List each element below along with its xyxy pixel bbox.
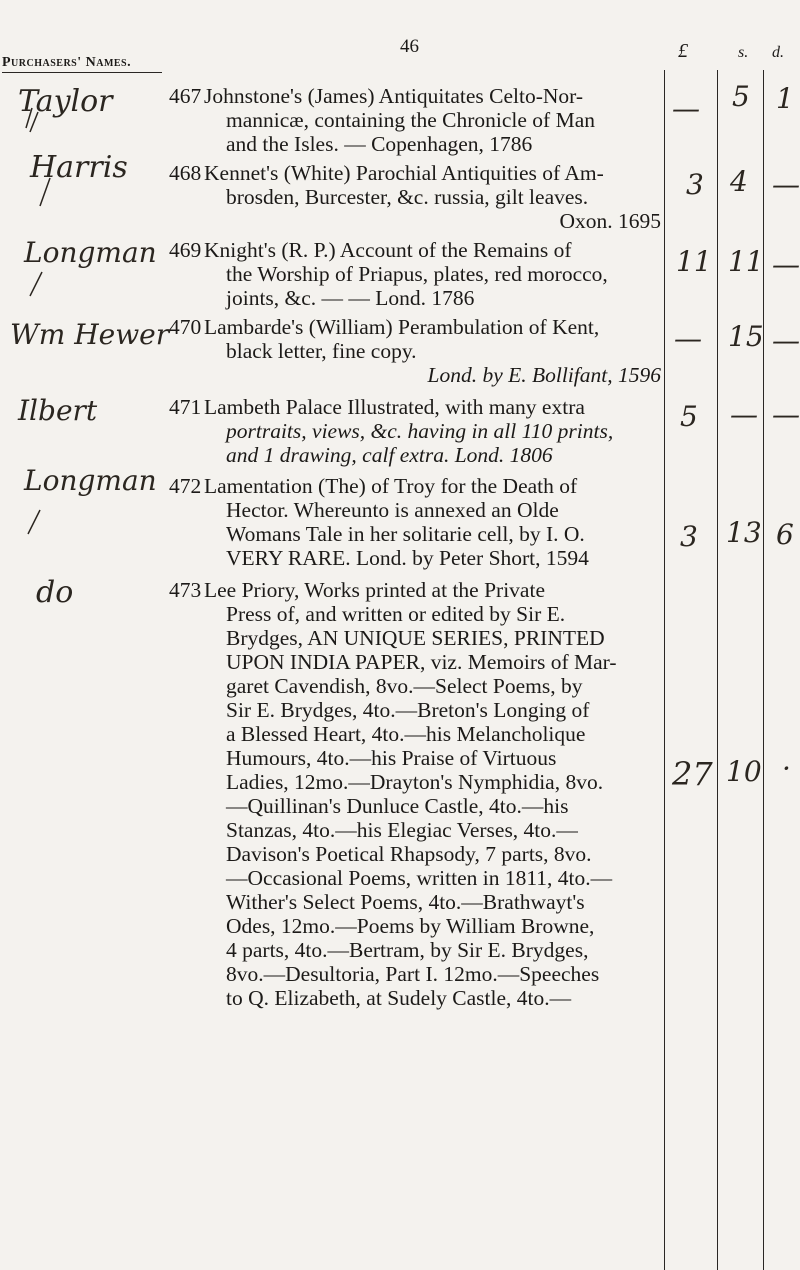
price-shillings: 10	[726, 755, 762, 788]
entry-line: Stanzas, 4to.—his Elegiac Verses, 4to.—	[226, 818, 578, 842]
entry-line: —Quillinan's Dunluce Castle, 4to.—his	[226, 794, 569, 818]
entry-line: Brydges, AN UNIQUE SERIES, PRINTED	[226, 626, 605, 650]
price-shillings: 15	[728, 320, 764, 353]
entry-line: Lee Priory, Works printed at the Private	[204, 578, 545, 602]
entry-line: a Blessed Heart, 4to.—his Melancholique	[226, 722, 586, 746]
lot-number: 469	[169, 238, 202, 262]
pounds-column-heading: £	[678, 40, 688, 62]
entry-line: portraits, views, &c. having in all 110 prints,	[226, 419, 614, 443]
catalogue-entry-472	[169, 474, 665, 570]
page-number: 46	[400, 36, 419, 57]
entry-line: and the Isles. — Copenhagen, 1786	[226, 132, 533, 156]
entry-line: Hector. Whereunto is annexed an Olde	[226, 498, 559, 522]
entry-line: garet Cavendish, 8vo.—Select Poems, by	[226, 674, 583, 698]
entry-line: to Q. Elizabeth, at Sudely Castle, 4to.—	[226, 986, 572, 1010]
entry-line: Sir E. Brydges, 4to.—Breton's Longing of	[226, 698, 590, 722]
entry-line: black letter, fine copy.	[226, 339, 417, 363]
entry-line: Lamentation (The) of Troy for the Death of	[204, 474, 578, 498]
price-shillings: 4	[730, 165, 748, 198]
entry-line: Lambeth Palace Illustrated, with many extra	[204, 395, 585, 419]
lot-number: 467	[169, 84, 202, 108]
entry-line: UPON INDIA PAPER, viz. Memoirs of Mar-	[226, 650, 617, 674]
entry-line: Wither's Select Poems, 4to.—Brathwayt's	[226, 890, 585, 914]
catalogue-entry-468	[169, 161, 665, 233]
price-shillings: 13	[726, 516, 762, 549]
entry-line: Press of, and written or edited by Sir E.	[226, 602, 566, 626]
price-shillings: 5	[732, 80, 750, 113]
lot-number: 472	[169, 474, 202, 498]
price-pounds: 27	[672, 755, 713, 793]
purchasers-names-heading: Purchasers' Names.	[2, 55, 132, 70]
purchaser-name: do	[36, 575, 74, 610]
entry-line: VERY RARE. Lond. by Peter Short, 1594	[226, 546, 589, 570]
catalogue-entry-471	[169, 395, 665, 467]
entry-line: Oxon. 1695	[559, 209, 661, 233]
price-pounds: —	[674, 322, 702, 355]
price-pence: —	[772, 168, 800, 201]
entry-line: mannicæ, containing the Chronicle of Man	[226, 108, 595, 132]
price-pounds: 11	[676, 245, 712, 278]
price-pence: —	[772, 324, 800, 357]
price-pounds: 5	[680, 400, 698, 433]
entry-line: 4 parts, 4to.—Bertram, by Sir E. Brydges,	[226, 938, 589, 962]
purchaser-name: Harris	[30, 150, 128, 185]
entry-line: joints, &c. — — Lond. 1786	[226, 286, 475, 310]
entry-line: Womans Tale in her solitarie cell, by I. O.	[226, 522, 585, 546]
purchaser-name: Longman	[24, 464, 157, 497]
lot-number: 468	[169, 161, 202, 185]
price-pounds: —	[672, 92, 700, 125]
entry-line: Humours, 4to.—his Praise of Virtuous	[226, 746, 557, 770]
price-pence: 6	[776, 518, 794, 551]
entry-line: —Occasional Poems, written in 1811, 4to.—	[226, 866, 613, 890]
entry-line: Davison's Poetical Rhapsody, 7 parts, 8vo.	[226, 842, 592, 866]
price-shillings: —	[730, 398, 758, 431]
price-pence: —	[772, 248, 800, 281]
price-pounds: 3	[680, 520, 698, 553]
entry-line: Lambarde's (William) Perambulation of Kent,	[204, 315, 600, 339]
price-pence: 1	[776, 82, 794, 115]
purchaser-name: Taylor	[18, 84, 113, 119]
purchaser-name: Wm Hewer	[10, 318, 170, 351]
entry-line: brosden, Burcester, &c. russia, gilt leaves.	[226, 185, 589, 209]
purchaser-name: Longman	[24, 236, 157, 269]
entry-line: Lond. by E. Bollifant, 1596	[427, 363, 661, 387]
price-pounds: 3	[686, 168, 704, 201]
entry-line: Johnstone's (James) Antiquitates Celto-Nor-	[204, 84, 584, 108]
price-shillings: 11	[728, 245, 764, 278]
lot-number: 471	[169, 395, 202, 419]
catalogue-entry-470	[169, 315, 665, 387]
entry-line: the Worship of Priapus, plates, red morocco,	[226, 262, 608, 286]
purchaser-name: Ilbert	[18, 394, 98, 427]
lot-number: 470	[169, 315, 202, 339]
entry-line: Knight's (R. P.) Account of the Remains of	[204, 238, 572, 262]
price-pence: ·	[782, 752, 791, 785]
lot-number: 473	[169, 578, 202, 602]
shillings-column-rule-left	[717, 70, 718, 1270]
pence-column-heading: d.	[772, 44, 784, 61]
catalogue-entry-467	[169, 84, 665, 156]
catalogue-entry-469	[169, 238, 665, 310]
catalogue-entry-473	[169, 578, 665, 1010]
entry-line: Kennet's (White) Parochial Antiquities of Am-	[204, 161, 604, 185]
entry-line: 8vo.—Desultoria, Part I. 12mo.—Speeches	[226, 962, 600, 986]
ditto-strokes	[0, 0, 200, 640]
price-pence: —	[772, 398, 800, 431]
entry-line: Odes, 12mo.—Poems by William Browne,	[226, 914, 595, 938]
shillings-column-heading: s.	[738, 44, 749, 61]
entry-line: Ladies, 12mo.—Drayton's Nymphidia, 8vo.	[226, 770, 604, 794]
entry-line: and 1 drawing, calf extra. Lond. 1806	[226, 443, 553, 467]
